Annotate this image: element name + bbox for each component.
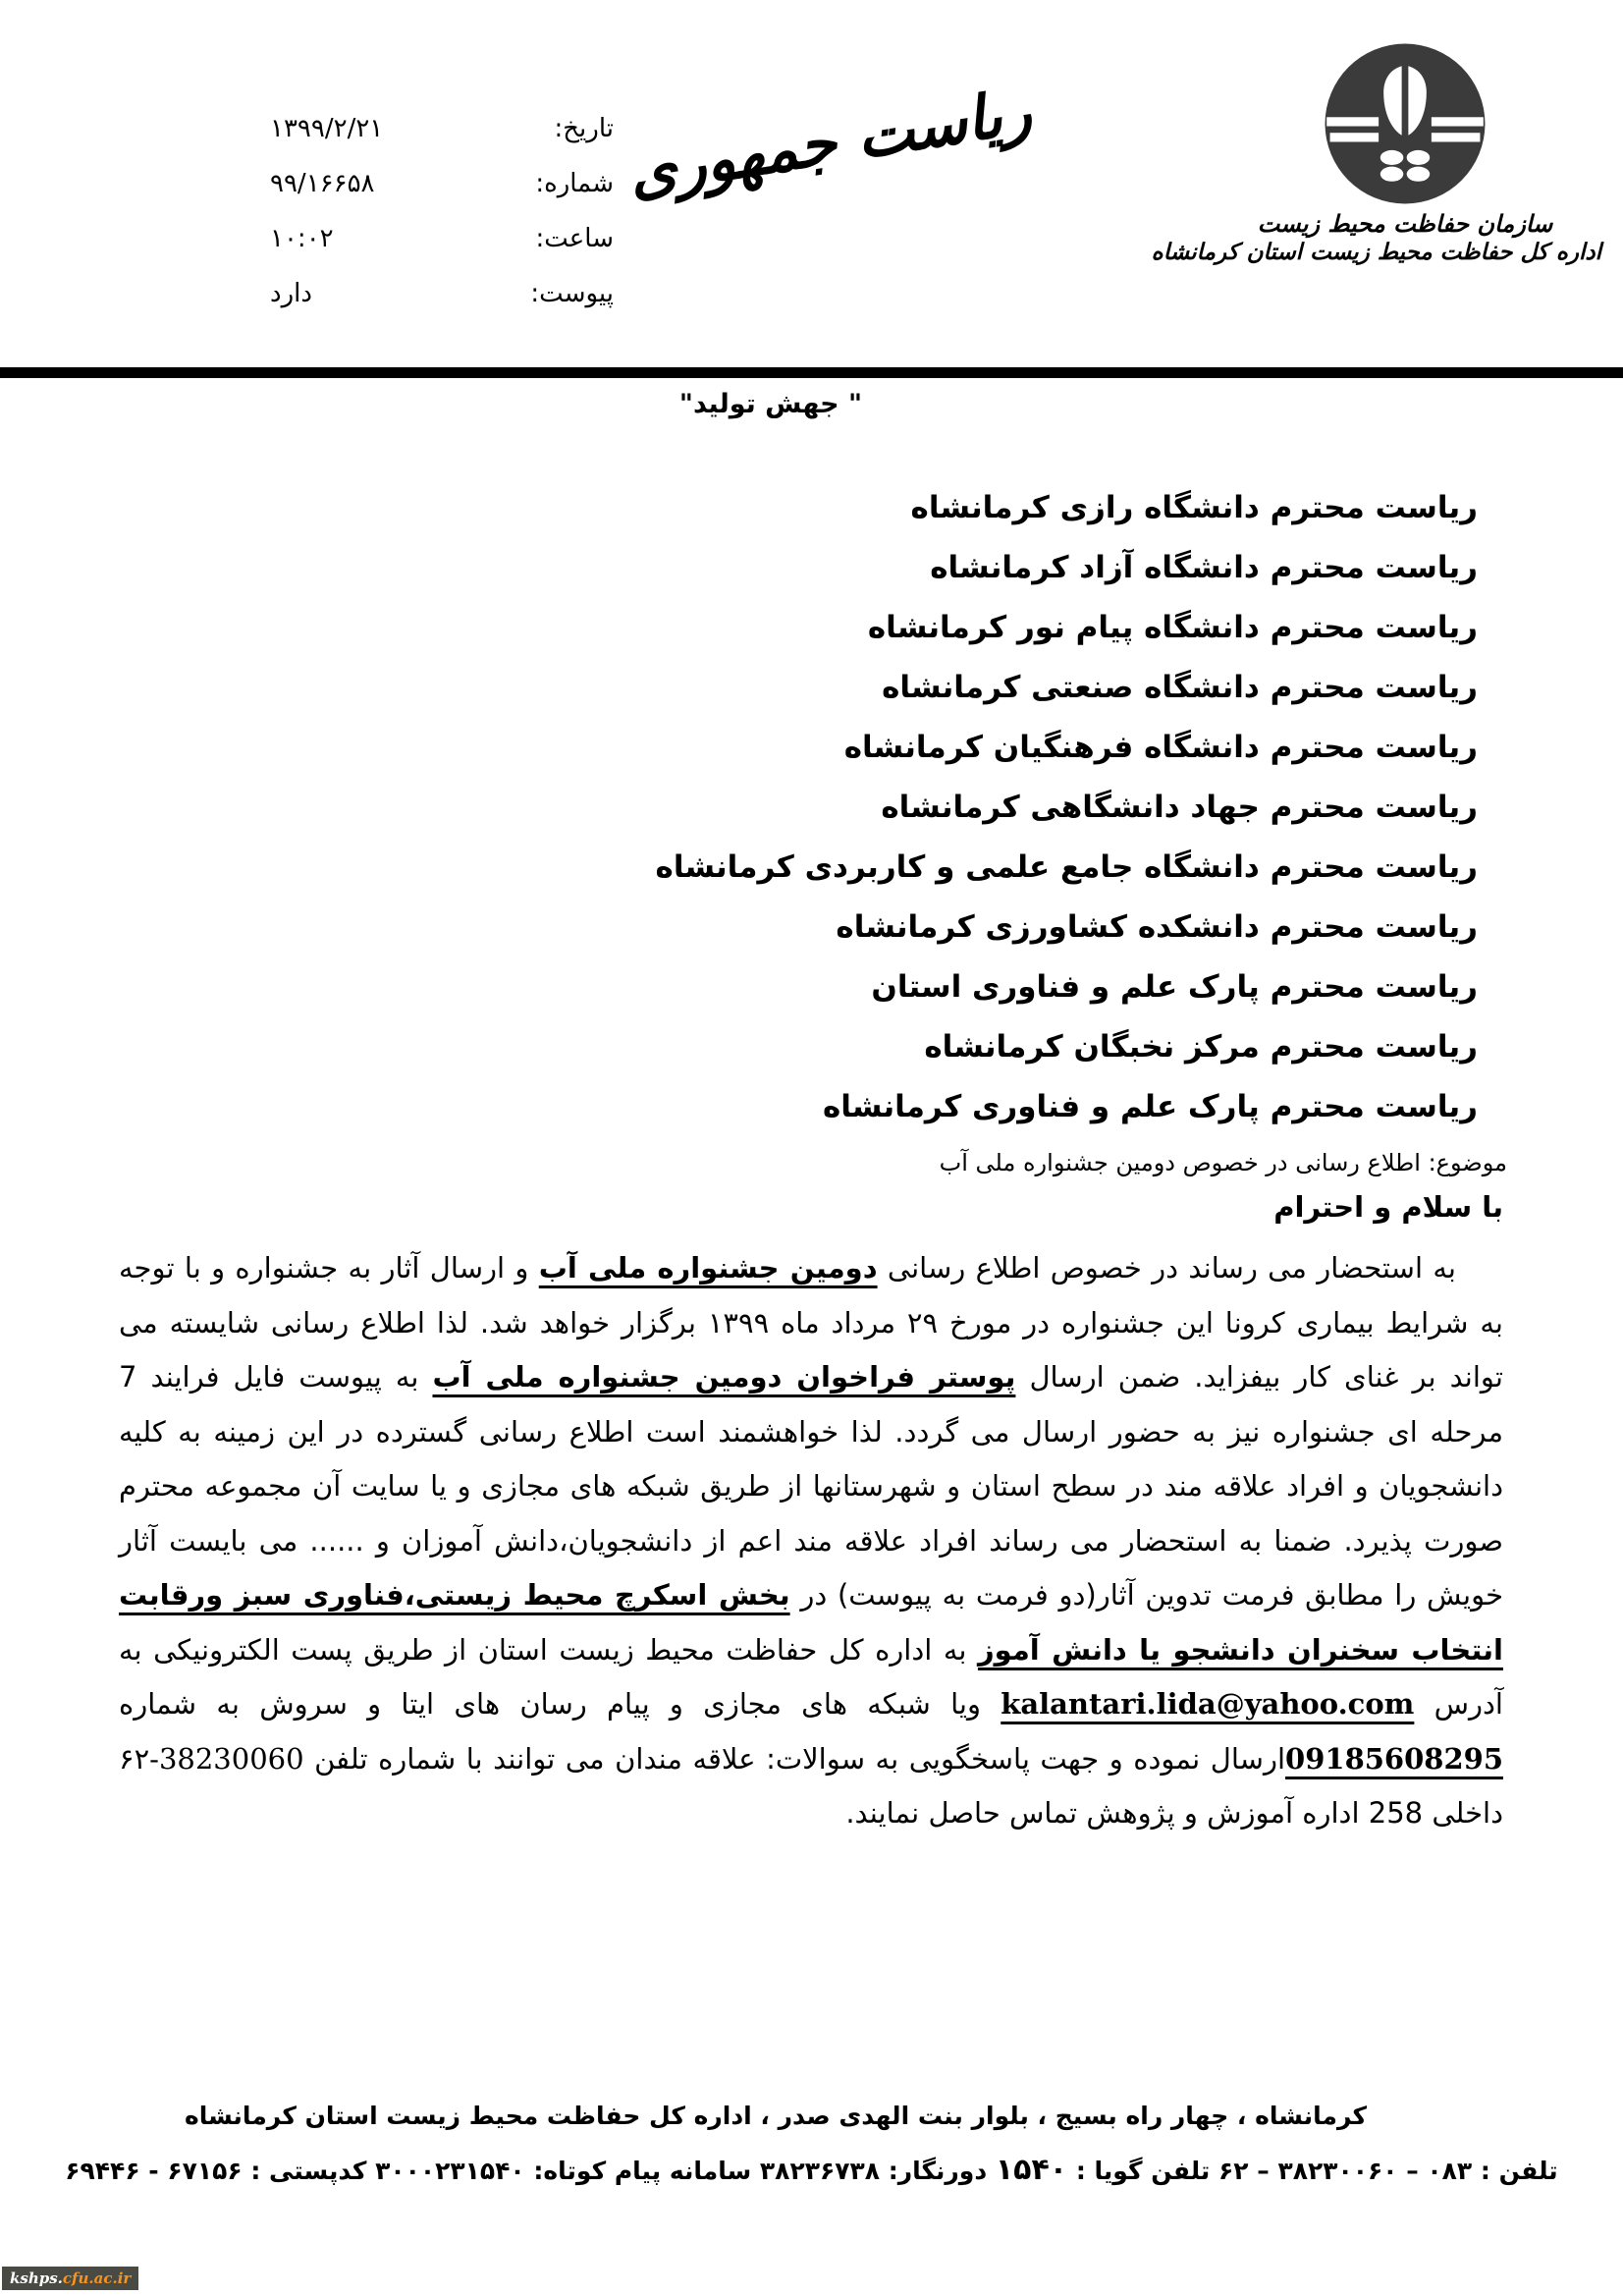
footer-address-line: کرمانشاه ، چهار راه بسیج ، بلوار بنت الهدی صدر ، اداره کل حفاظت محیط زیست استان کرمانشاه xyxy=(184,2102,1368,2130)
recipient-item: ریاست محترم دانشگاه آزاد کرمانشاه xyxy=(930,550,1478,585)
number-value: ۹۹/۱۶۶۵۸ xyxy=(270,169,375,198)
postal-code: ۶۹۴۴۶ - ۶۷۱۵۶ xyxy=(65,2157,243,2185)
recipient-item: ریاست محترم مرکز نخبگان کرمانشاه xyxy=(924,1029,1478,1065)
recipient-item: ریاست محترم دانشگاه فرهنگیان کرمانشاه xyxy=(843,730,1478,765)
recipient-item: ریاست محترم پارک علم و فناوری استان xyxy=(871,969,1478,1005)
number-label: شماره: xyxy=(535,169,614,198)
phone-label: تلفن : xyxy=(1472,2157,1558,2185)
recipient-item: ریاست محترم دانشکده کشاورزی کرمانشاه xyxy=(836,909,1478,945)
voice-number: ۱۵۴۰ xyxy=(995,2153,1068,2187)
landline-number: ۶۲-38230060 xyxy=(119,1741,304,1776)
recipient-item: ریاست محترم دانشگاه جامع علمی و کاربردی کرمانشاه xyxy=(655,849,1478,885)
body-segment: ارسال نموده و جهت پاسخگویی به سوالات: علاقه مندان می توانند با شماره تلفن xyxy=(303,1741,1286,1776)
contact-email: kalantari.lida@yahoo.com xyxy=(1001,1687,1415,1721)
footer-contact-line xyxy=(0,2153,1623,2187)
body-segment: به پیوست فایل فرایند 7 مرحله ای جشنواره نیز به حضور ارسال می گردد. لذا خواهشمند است اطلاع رسانی گسترده در این زمینه به کلیه دانشجویان و افراد علاقه مند در سطح استان و شهرستانها از طریق شبکه های مجازی و یا سایت آن مجموعه محترم صورت پذیرد. ضمنا به استحضار می رساند افراد علاقه مند اعم از دانشجویان،دانش آموزان و ...... می بایست آثار خویش را مطابق فرمت تدوین آثار(دو فرمت به پیوست) در xyxy=(119,1360,1504,1612)
date-label: تاریخ: xyxy=(554,114,614,143)
header-divider-rule xyxy=(0,367,1623,378)
recipient-item: ریاست محترم جهاد دانشگاهی کرمانشاه xyxy=(881,790,1478,825)
meta-row-attachment xyxy=(270,279,614,334)
time-label: ساعت: xyxy=(535,224,614,253)
year-slogan: " جهش تولید" xyxy=(678,389,863,419)
time-value: ۱۰:۰۲ xyxy=(270,224,334,253)
doe-tulip-logo-icon xyxy=(1323,41,1488,206)
recipient-list xyxy=(656,478,1478,1137)
recipient-item: ریاست محترم دانشگاه پیام نور کرمانشاه xyxy=(867,610,1478,645)
recipient-item: ریاست محترم دانشگاه صنعتی کرمانشاه xyxy=(882,670,1478,705)
header-meta-block xyxy=(270,114,614,334)
mobile-number: 09185608295 xyxy=(1285,1741,1503,1776)
org-header-block xyxy=(1151,41,1601,265)
greeting-line: با سلام و احترام xyxy=(1273,1190,1503,1224)
attachment-value: دارد xyxy=(270,279,312,308)
voice-label: تلفن گویا : xyxy=(1067,2157,1219,2185)
recipient-item: ریاست محترم دانشگاه رازی کرمانشاه xyxy=(910,490,1478,525)
watermark-prefix: kshps. xyxy=(10,2269,63,2287)
fax-sms-postal-block: دورنگار: ۳۸۲۳۶۷۳۸ سامانه پیام کوتاه: ۳۰۰۰۲۳۱۵۴۰ کدپستی : xyxy=(242,2157,996,2185)
phone-numbers: ۶۲ – ۳۸۲۳۰۰۶۰ – ۰۸۳ xyxy=(1218,2157,1473,2185)
competition-sections-highlight: بخش اسکرچ محیط زیستی،فناوری سبز ورقابت انتخاب سخنران دانشجو یا دانش آموز xyxy=(119,1578,1503,1667)
meta-row-time xyxy=(270,224,614,279)
date-value: ۱۳۹۹/۲/۲۱ xyxy=(270,114,384,143)
site-watermark xyxy=(2,2267,138,2290)
poster-callout-highlight: پوستر فراخوان دومین جشنواره ملی آب xyxy=(432,1360,1016,1394)
org-name-primary: سازمان حفاظت محیط زیست xyxy=(1257,210,1553,238)
body-segment: و ارسال آثار به جشنواره و با توجه به شرایط بیماری کرونا این جشنواره در مورخ ۲۹ مرداد ماه ۱۳۹۹ برگزار خواهد شد. لذا اطلاع رسانی شایسته می تواند بر غنای کار بیفزاید. ضمن ارسال xyxy=(119,1251,1503,1394)
body-segment: داخلی 258 اداره آموزش و پژوهش تماس حاصل نمایند. xyxy=(845,1796,1503,1830)
festival-name-highlight: دومین جشنواره ملی آب xyxy=(538,1251,878,1285)
body-segment: ویا شبکه های مجازی و پیام رسان های ایتا و سروش به شماره xyxy=(119,1687,1001,1721)
body-segment: به اداره کل حفاظت محیط زیست استان از طریق پست الکترونیکی به آدرس xyxy=(119,1632,1503,1721)
subject-line: موضوع: اطلاع رسانی در خصوص دومین جشنواره ملی آب xyxy=(939,1149,1507,1176)
recipient-item: ریاست محترم پارک علم و فناوری کرمانشاه xyxy=(822,1089,1478,1124)
body-paragraph xyxy=(119,1241,1503,1841)
meta-row-date xyxy=(270,114,614,169)
presidency-calligraphy-title: ریاست جمهوری xyxy=(622,75,1037,209)
watermark-domain: cfu.ac.ir xyxy=(62,2269,132,2287)
attachment-label: پیوست: xyxy=(530,279,614,308)
body-segment: به استحضار می رساند در خصوص اطلاع رسانی xyxy=(877,1251,1456,1285)
meta-row-number xyxy=(270,169,614,224)
org-name-secondary: اداره کل حفاظت محیط زیست استان کرمانشاه xyxy=(1151,240,1601,265)
